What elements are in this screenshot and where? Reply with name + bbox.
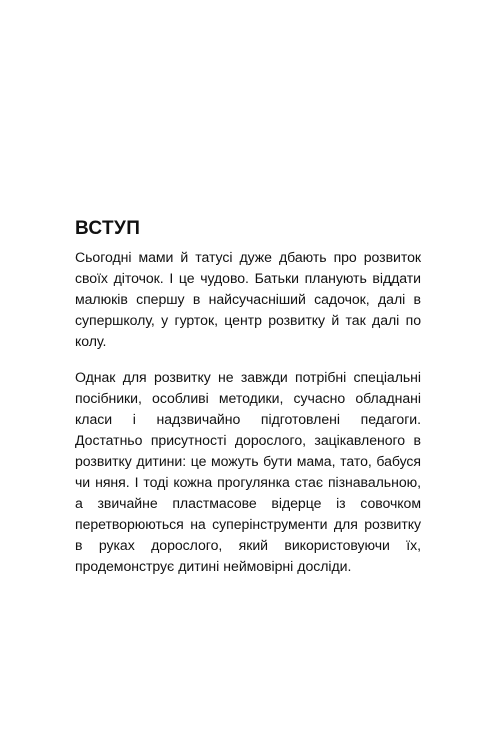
section-heading: ВСТУП xyxy=(75,218,141,239)
page-content xyxy=(75,216,421,577)
development-paragraph: Однак для розвитку не завжди потрібні спеціальні посібники, особливі методики, сучасно обладнані класи і надзвичайно підготовлені педагоги. Достатньо присутності дорослого, зацікавленого в розвитку дитини: це можуть бути мама, тато, бабуся чи няня. І тоді кожна прогулянка стає пізнавальною, а звичайне пластмасове відерце із совочком перетворюються на суперінструменти для розвитку в руках дорослого, який використовуючи їх, продемонструє дитині неймовірні досліди. xyxy=(75,369,421,574)
intro-paragraph: Сьогодні мами й татусі дуже дбають про розвиток своїх діточок. І це чудово. Батьки планують віддати малюків спершу в найсучасніший садочок, далі в супершколу, у гурток, центр розвитку й так далі по колу. xyxy=(75,249,421,349)
